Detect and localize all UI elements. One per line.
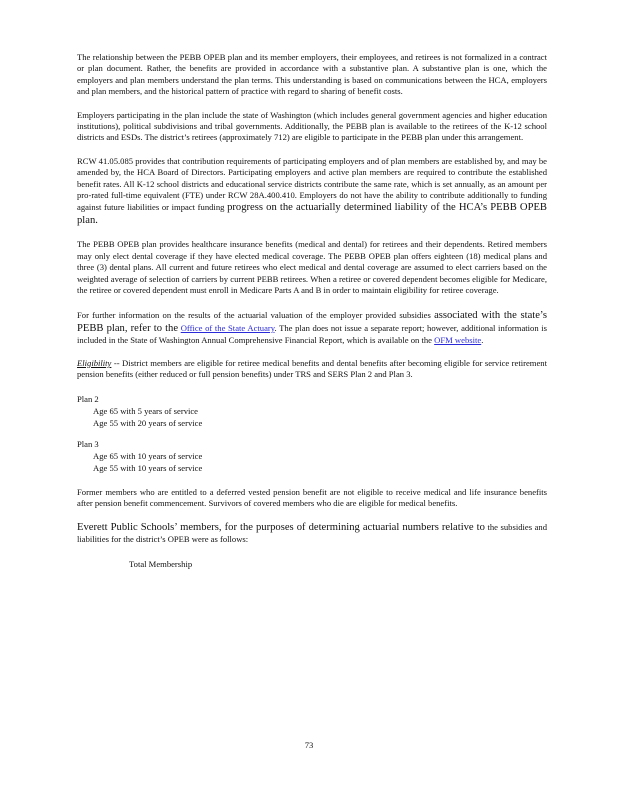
list-item (77, 450, 547, 462)
plan-3-section (77, 438, 547, 474)
page-content (77, 52, 547, 570)
office-state-actuary-link[interactable]: Office of the State Actuary (180, 322, 275, 333)
paragraph-rcw (77, 156, 547, 228)
list-item (77, 462, 547, 474)
everett-members-large: Everett Public Schools’ members, for the purposes of determining actuarial numbers relative to (77, 522, 485, 534)
further-info-mid: . The plan does not issue a separate report; however, additional information is included in the State of Washington Annual Comprehensive Financial Report, which is available on the (77, 322, 547, 345)
ofm-website-link[interactable]: OFM website (434, 334, 482, 345)
further-info-start: For further information on the results of the actuarial valuation of the employer provided subsidies (77, 309, 431, 320)
eligibility-label: Eligibility (77, 357, 112, 368)
rcw-text: RCW 41.05.085 provides that contribution requirements of participating employers and of plan members are established by, and may be amended by, the HCA Board of Directors. Participating employers and active plan members are required to contribute the established benefit rates. All K-12 school districts and educational service districts contribute the same rate, which is set annually, as an amount per pro-rated full-time equivalent (FTE) under RCW 28A.400.410. Employers do not have the ability to contribute additionally to funding against future liabilities or impact funding (77, 155, 547, 213)
plan-3-item-1: Age 65 with 10 years of service (93, 451, 203, 462)
paragraph-benefits: The PEBB OPEB plan provides healthcare insurance benefits (medical and dental) for retirees and their dependents. Retired members may only elect dental coverage if they have elected medical coverage. The PEBB OPEB plan offers eighteen (18) medical plans and three (3) dental plans. All current and future retirees who elect medical and dental coverage are assumed to elect carriers based on the weighted average of selection of carriers by current PEBB retirees. When a retiree or covered dependent becomes eligible for Medicare, the retiree or covered dependent must enroll in Medicare Parts A and B in order to maintain eligibility for retiree coverage. (77, 239, 547, 296)
paragraph-eligibility (77, 358, 547, 381)
plan-2-item-2: Age 55 with 20 years of service (93, 417, 203, 428)
list-item (77, 417, 547, 429)
paragraph-everett-members (77, 521, 547, 545)
plan-2-title: Plan 2 (77, 393, 99, 404)
paragraph-further-info (77, 309, 547, 346)
eligibility-text: -- District members are eligible for retiree medical benefits and dental benefits after becoming eligible for service retirement pension benefits (either reduced or full pension benefits) under TRS and SERS Plan 2 and Plan 3. (77, 357, 547, 380)
plan-3-title: Plan 3 (77, 439, 99, 450)
list-item (77, 405, 547, 417)
everett-members-small: the subsidies and liabilities for the district’s OPEB were as follows: (77, 522, 547, 545)
plan-2-section (77, 393, 547, 429)
further-info-end: . (481, 334, 484, 345)
paragraph-employers: Employers participating in the plan include the state of Washington (which includes general government agencies and higher education institutions), political subdivisions and tribal governments. Additionally, the PEBB plan is available to the retirees of the K-12 school districts and ESDs. The district’s retirees (approximately 712) are eligible to participate in the PEBB plan under this arrangement. (77, 109, 547, 143)
page-number: 73 (304, 740, 314, 750)
total-membership-label: Total Membership (129, 558, 193, 569)
rcw-text-large: progress on the actuarially determined liability of the HCA’s PEBB OPEB plan. (77, 202, 548, 227)
paragraph-former-members: Former members who are entitled to a deferred vested pension benefit are not eligible to receive medical and life insurance benefits after pension benefit commencement. Survivors of covered members who die are eligible for medical benefits. (77, 486, 547, 508)
paragraph-relationship: The relationship between the PEBB OPEB plan and its member employers, their employees, and retirees is not formalized in a contract or plan document. Rather, the benefits are provided in accordance with a substantive plan. A substantive plan is one, which the employers and plan members understand the plan terms. This understanding is based on communications between the HCA, employers and plan members, and the historical pattern of practice with regard to sharing of benefit costs. (77, 52, 547, 97)
plan-2-item-1: Age 65 with 5 years of service (93, 405, 199, 416)
plan-3-item-2: Age 55 with 10 years of service (93, 463, 203, 474)
further-info-large: associated with the state’s PEBB plan, refer to the (77, 309, 547, 334)
